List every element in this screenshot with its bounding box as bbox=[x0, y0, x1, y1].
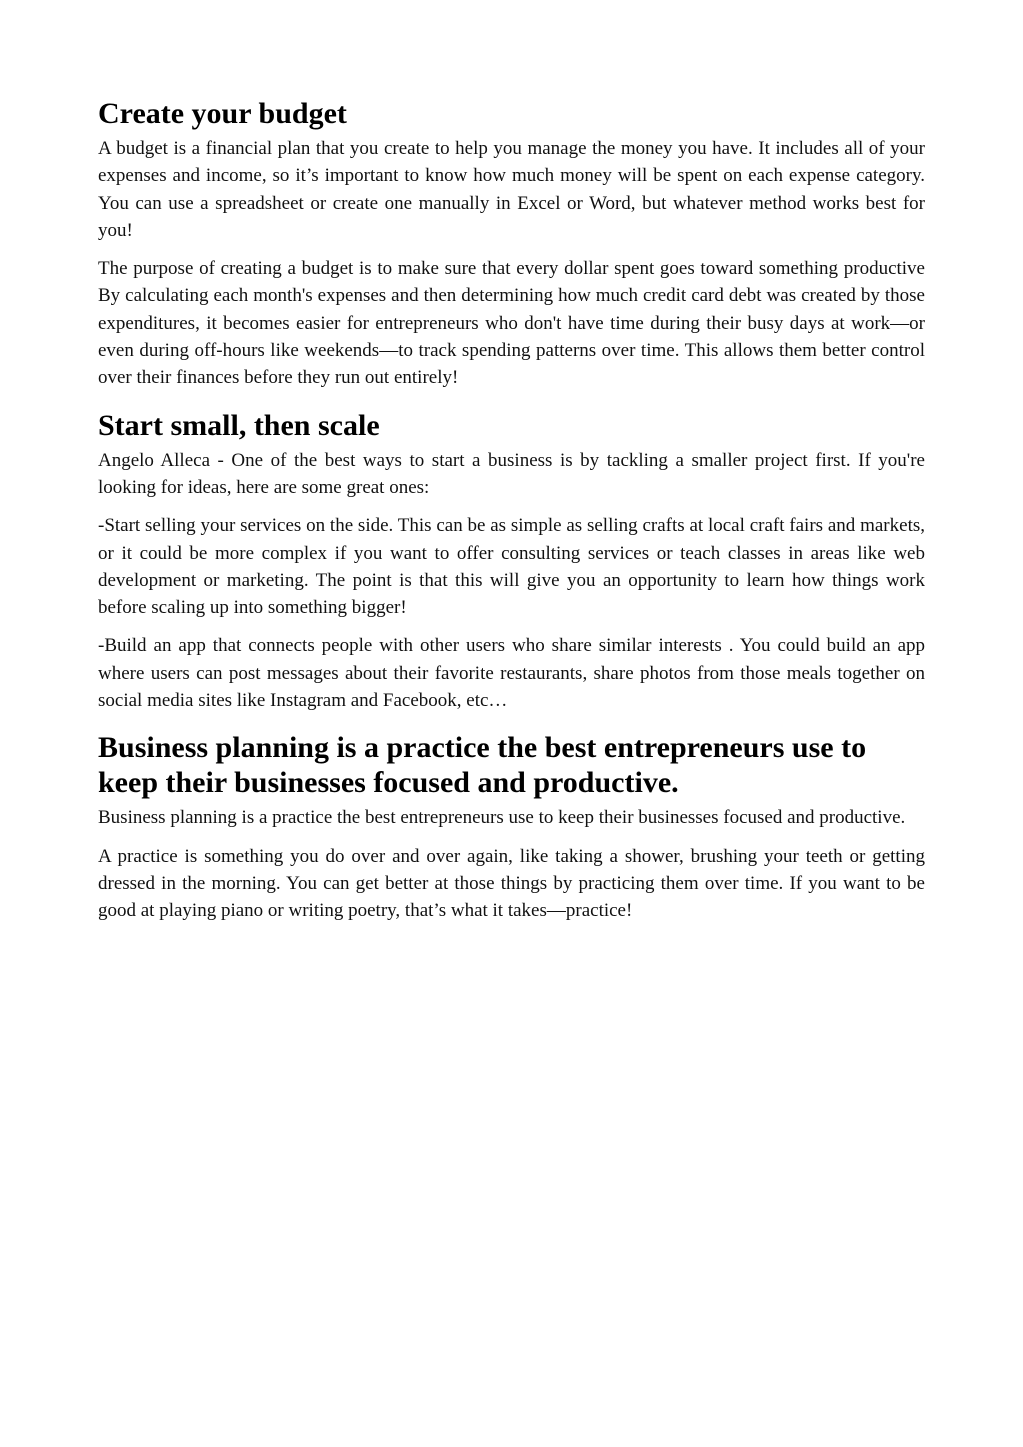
section-business-planning bbox=[98, 730, 925, 924]
paragraph: Angelo Alleca - One of the best ways to start a business is by tackling a smaller project first. If you're looking for ideas, here are some great ones: bbox=[98, 449, 925, 498]
paragraph: A practice is something you do over and over again, like taking a shower, brushing your teeth or getting dressed in the morning. You can get better at those things by practicing them over time. If you want to be good at playing piano or writing poetry, that’s what it takes—practice! bbox=[98, 845, 925, 922]
paragraph: Business planning is a practice the best entrepreneurs use to keep their businesses focused and productive. bbox=[98, 807, 906, 829]
section-heading: Business planning is a practice the best entrepreneurs use to keep their businesses focused and productive. bbox=[98, 731, 867, 800]
section-start-small bbox=[98, 408, 925, 715]
section-heading: Start small, then scale bbox=[98, 408, 380, 442]
paragraph: The purpose of creating a budget is to make sure that every dollar spent goes toward something productive By calculating each month's expenses and then determining how much credit card debt was created by those expenditures, it becomes easier for entrepreneurs who don't have time during their busy days at work—or even during off-hours like weekends—to track spending patterns over time. This allows them better control over their finances before they run out entirely! bbox=[98, 258, 925, 389]
paragraph: -Build an app that connects people with other users who share similar interests . You could build an app where users can post messages about their favorite restaurants, share photos from those meals together on social media sites like Instagram and Facebook, etc… bbox=[98, 635, 925, 712]
paragraph: A budget is a financial plan that you create to help you manage the money you have. It includes all of your expenses and income, so it’s important to know how much money will be spent on each expense category. You can use a spreadsheet or create one manually in Excel or Word, but whatever method works best for you! bbox=[98, 138, 925, 241]
paragraph: -Start selling your services on the side. This can be as simple as selling crafts at local craft fairs and markets, or it could be more complex if you want to offer consulting services or teach classes in areas like web development or marketing. The point is that this will give you an opportunity to learn how things work before scaling up into something bigger! bbox=[98, 515, 925, 619]
document-page bbox=[98, 96, 925, 941]
section-heading: Create your budget bbox=[98, 97, 347, 130]
section-create-budget bbox=[98, 96, 925, 392]
